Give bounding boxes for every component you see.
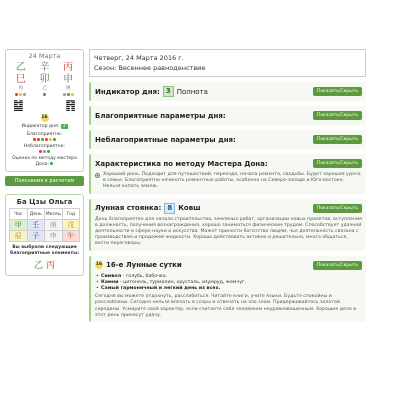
unfavorable-label: Неблагоприятно: xyxy=(24,144,65,149)
lunar-day-text: Сегодня вы можете отдохнуть, расслабиться. Читайте книги, учите языки. Будьте спокойны и расслаблены. Сегодня нельзя влезать в ссоры и отвечать на зло злом. Придерживайтесь золотой середины. Усмирите свой характер, если считаете себя человеком неуравновешенным. Хорошие дела в этот день принесут удачу. xyxy=(95,294,356,318)
bazi-card xyxy=(5,194,84,276)
element-dots-2 xyxy=(33,93,57,96)
earthly-branch-day: 卯 xyxy=(39,74,50,85)
hexagram-left-icon: ䷄ xyxy=(13,98,24,112)
panel-lunar-station-title xyxy=(95,203,201,214)
stones-label: Камни xyxy=(101,279,119,285)
panel-favorable xyxy=(89,106,366,125)
toggle-indicator-button[interactable]: Показать/Скрыть xyxy=(313,87,362,96)
bazi-branch-day: 子 xyxy=(28,231,46,242)
bazi-branch-year: 午 xyxy=(63,231,81,242)
lunar-station-label: Лунная стоянка: xyxy=(95,204,162,213)
explain-calculations-button[interactable]: Пояснения к расчетам xyxy=(5,176,84,186)
bazi-table xyxy=(9,208,80,242)
lunar-station-name: Ковш xyxy=(178,204,201,213)
season-line: Сезон: Весеннее равноденствие xyxy=(94,64,206,72)
bazi-elements xyxy=(9,258,80,271)
lunar-station-number: 8 xyxy=(164,203,175,214)
panel-indicator-title xyxy=(95,86,208,97)
bazi-header-hour: Час xyxy=(10,209,28,220)
symbol-text: - голубь, бабочка. xyxy=(122,273,168,279)
indicator-value-badge: 3 xyxy=(163,86,174,97)
indicator-value: 3 xyxy=(62,124,66,129)
element-dots-1 xyxy=(9,93,33,96)
earthly-branch-month: 申 xyxy=(63,74,74,85)
panel-don-title: Характеристика по методу Мастера Дона: xyxy=(95,159,268,168)
bazi-header-month: Месяц xyxy=(45,209,63,220)
toggle-lunar-day-button[interactable]: Показать/Скрыть xyxy=(313,261,362,270)
indicator-label: Индикатор дня: xyxy=(21,124,60,129)
unfavorable-dots xyxy=(9,150,80,153)
panel-indicator xyxy=(89,82,366,101)
lunar-day-badge: 16 xyxy=(41,115,48,120)
sidebar-date: 24 Марта xyxy=(28,52,61,60)
panel-don xyxy=(89,154,366,194)
indicator-line xyxy=(9,124,80,129)
bazi-stem-day: 壬 xyxy=(28,220,46,231)
hieroglyph-grid xyxy=(9,62,80,96)
don-rating-dot xyxy=(50,162,53,165)
favorable-label: Благоприятно: xyxy=(26,132,63,137)
bazi-stem-year: 戊 xyxy=(63,220,81,231)
favorable-dots xyxy=(9,138,80,141)
panel-favorable-title: Благоприятные параметры дня: xyxy=(95,111,226,120)
bazi-title: Ба Цзы Ольга xyxy=(16,198,73,206)
toggle-favorable-button[interactable]: Показать/Скрыть xyxy=(313,111,362,120)
sidebar xyxy=(5,49,84,276)
date-header xyxy=(89,49,366,77)
don-description xyxy=(95,172,362,191)
harmony-label: Самый гармоничный и легкий день из всех. xyxy=(101,286,221,292)
element-dots-3 xyxy=(56,93,80,96)
trigram-row xyxy=(9,96,80,111)
bazi-branch-hour: 辰 xyxy=(10,231,28,242)
heavenly-stem-day: 辛 xyxy=(39,62,50,73)
bazi-stem-month: 庚 xyxy=(45,220,63,231)
don-rating xyxy=(9,156,80,167)
good-day-radio-icon xyxy=(95,173,100,178)
date-line: Четверг, 24 Марта 2016 г. xyxy=(94,54,184,62)
favorable-element-1: 乙 xyxy=(34,261,44,271)
heavenly-stem-month: 丙 xyxy=(63,62,74,73)
panel-unfavorable xyxy=(89,130,366,149)
bazi-stem-hour: 甲 xyxy=(10,220,28,231)
lunar-day-row xyxy=(9,114,80,122)
day-card xyxy=(5,49,84,172)
hexagram-right-icon: ䷢ xyxy=(65,98,76,112)
toggle-lunar-station-button[interactable]: Показать/Скрыть xyxy=(313,204,362,213)
toggle-unfavorable-button[interactable]: Показать/Скрыть xyxy=(313,135,362,144)
favorable-element-2: 丙 xyxy=(45,261,55,271)
lunar-station-text: День благоприятен для начала строительства, земляных работ, организации новых проектов, вступления в должность, получения вознаграждения, хорошо заниматься физическим трудом. Способствует удачной деятельности в сфере науки и искусства. Может принести богатство людям, чья деятельность связана с производством и продажей жидкости. Хорошо действовать активно и решительно, много общаться, вести переговоры. xyxy=(95,216,362,247)
panel-lunar-day-title xyxy=(95,261,182,269)
heavenly-stem-hour: 乙 xyxy=(15,62,26,73)
lunar-day-list xyxy=(95,274,362,293)
bazi-branch-month: 申 xyxy=(45,231,63,242)
lunar-day-number-badge: 16 xyxy=(95,262,103,268)
list-item xyxy=(95,286,362,292)
hidden-stem-3: 庚 xyxy=(65,86,71,91)
bazi-elements-note: Вы выбрали следующие благоприятные элементы: xyxy=(9,245,80,256)
don-description-text: Хороший день. Подходит для путешествий, переезда, начала ремонта, свадьбы. Будет хорошая удача в семье. Благоприятно начинать ремонтные работы, особенно на Северо-западе и Юго-востоке. Нельзя копать землю. xyxy=(103,172,361,190)
main-content xyxy=(89,49,366,322)
indicator-value-text: Полнота xyxy=(176,87,208,96)
toggle-don-button[interactable]: Показать/Скрыть xyxy=(313,159,362,168)
lunar-day-title-text: 16-е Лунные сутки xyxy=(106,261,182,270)
hidden-stem-1: 丙 xyxy=(18,86,24,91)
symbol-label: Символ xyxy=(101,273,122,279)
bazi-header-year: Год xyxy=(63,209,81,220)
indicator-title-text: Индикатор дня: xyxy=(95,87,160,96)
bazi-header-day: День xyxy=(28,209,46,220)
panel-unfavorable-title: Неблагоприятные параметры дня: xyxy=(95,135,236,144)
hidden-stem-2: 乙 xyxy=(42,86,47,91)
stones-text: - цитонель, турмалин, хрусталь, изумруд, жемчуг. xyxy=(119,279,246,285)
don-rating-label: Оценка по методу мастера Дона: xyxy=(12,156,77,167)
panel-lunar-day xyxy=(89,256,366,322)
panel-lunar-station xyxy=(89,199,366,251)
earthly-branch-hour: 巳 xyxy=(15,74,26,85)
